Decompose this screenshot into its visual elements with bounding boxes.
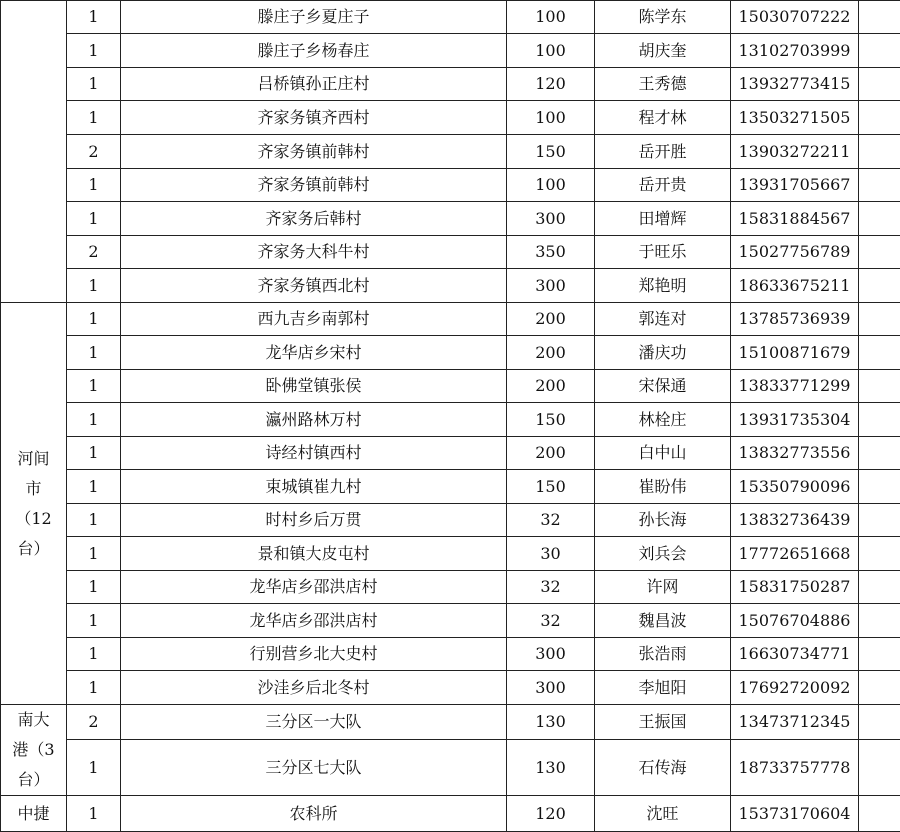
location-cell: 龙华店乡邵洪店村 bbox=[121, 571, 507, 604]
name-cell: 王秀德 bbox=[595, 68, 731, 101]
count-cell: 1 bbox=[67, 202, 121, 236]
phone-cell: 18633675211 bbox=[731, 269, 859, 303]
count-cell: 2 bbox=[67, 236, 121, 269]
amount-cell: 150 bbox=[507, 403, 595, 437]
name-cell: 石传海 bbox=[595, 739, 731, 795]
table-row bbox=[1, 504, 900, 537]
table-row bbox=[1, 303, 900, 336]
count-cell: 1 bbox=[67, 638, 121, 671]
amount-cell: 150 bbox=[507, 470, 595, 504]
phone-cell: 15831750287 bbox=[731, 571, 859, 604]
table-row bbox=[1, 236, 900, 269]
location-cell: 齐家务镇前韩村 bbox=[121, 135, 507, 169]
phone-cell: 13832773556 bbox=[731, 437, 859, 470]
blank-cell bbox=[859, 236, 900, 269]
count-cell: 1 bbox=[67, 571, 121, 604]
count-cell: 1 bbox=[67, 504, 121, 537]
count-cell: 1 bbox=[67, 470, 121, 504]
location-cell: 滕庄子乡夏庄子 bbox=[121, 1, 507, 34]
count-cell: 1 bbox=[67, 739, 121, 795]
location-cell: 沙洼乡后北冬村 bbox=[121, 671, 507, 705]
blank-cell bbox=[859, 671, 900, 705]
amount-cell: 100 bbox=[507, 101, 595, 135]
amount-cell: 100 bbox=[507, 169, 595, 202]
name-cell: 刘兵会 bbox=[595, 537, 731, 571]
phone-cell: 15030707222 bbox=[731, 1, 859, 34]
amount-cell: 100 bbox=[507, 34, 595, 68]
blank-cell bbox=[859, 571, 900, 604]
count-cell: 1 bbox=[67, 604, 121, 638]
phone-cell: 18733757778 bbox=[731, 739, 859, 795]
location-cell: 吕桥镇孙正庄村 bbox=[121, 68, 507, 101]
name-cell: 郭连对 bbox=[595, 303, 731, 336]
location-cell: 景和镇大皮屯村 bbox=[121, 537, 507, 571]
blank-cell bbox=[859, 705, 900, 740]
name-cell: 于旺乐 bbox=[595, 236, 731, 269]
table-row bbox=[1, 269, 900, 303]
location-cell: 行别营乡北大史村 bbox=[121, 638, 507, 671]
name-cell: 白中山 bbox=[595, 437, 731, 470]
blank-cell bbox=[859, 169, 900, 202]
amount-cell: 300 bbox=[507, 638, 595, 671]
amount-cell: 130 bbox=[507, 739, 595, 795]
phone-cell: 15831884567 bbox=[731, 202, 859, 236]
name-cell: 魏昌波 bbox=[595, 604, 731, 638]
phone-cell: 13903272211 bbox=[731, 135, 859, 169]
region-cell bbox=[1, 796, 67, 832]
name-cell: 潘庆功 bbox=[595, 336, 731, 370]
blank-cell bbox=[859, 604, 900, 638]
blank-cell bbox=[859, 336, 900, 370]
location-cell: 三分区七大队 bbox=[121, 739, 507, 795]
blank-cell bbox=[859, 537, 900, 571]
location-cell: 西九吉乡南郭村 bbox=[121, 303, 507, 336]
count-cell: 1 bbox=[67, 269, 121, 303]
table-row bbox=[1, 1, 900, 34]
phone-cell: 13102703999 bbox=[731, 34, 859, 68]
location-cell: 农科所 bbox=[121, 796, 507, 832]
amount-cell: 200 bbox=[507, 437, 595, 470]
count-cell: 1 bbox=[67, 303, 121, 336]
phone-cell: 13931735304 bbox=[731, 403, 859, 437]
blank-cell bbox=[859, 796, 900, 832]
blank-cell bbox=[859, 638, 900, 671]
table-row bbox=[1, 705, 900, 740]
amount-cell: 32 bbox=[507, 571, 595, 604]
blank-cell bbox=[859, 34, 900, 68]
name-cell: 许网 bbox=[595, 571, 731, 604]
blank-cell bbox=[859, 135, 900, 169]
blank-cell bbox=[859, 1, 900, 34]
table-row bbox=[1, 671, 900, 705]
blank-cell bbox=[859, 202, 900, 236]
location-cell: 诗经村镇西村 bbox=[121, 437, 507, 470]
amount-cell: 30 bbox=[507, 537, 595, 571]
region-label: 南大 bbox=[1, 705, 66, 735]
table-row bbox=[1, 604, 900, 638]
phone-cell: 13833771299 bbox=[731, 370, 859, 403]
phone-cell: 15027756789 bbox=[731, 236, 859, 269]
amount-cell: 200 bbox=[507, 336, 595, 370]
region-cell bbox=[1, 303, 67, 705]
location-cell: 龙华店乡邵洪店村 bbox=[121, 604, 507, 638]
region-cell bbox=[1, 1, 67, 303]
blank-cell bbox=[859, 403, 900, 437]
count-cell: 1 bbox=[67, 403, 121, 437]
phone-cell: 13785736939 bbox=[731, 303, 859, 336]
table-row bbox=[1, 169, 900, 202]
region-label: 河间 bbox=[1, 444, 66, 474]
name-cell: 岳开贵 bbox=[595, 169, 731, 202]
count-cell: 1 bbox=[67, 796, 121, 832]
region-label: 台） bbox=[1, 534, 66, 564]
blank-cell bbox=[859, 370, 900, 403]
amount-cell: 300 bbox=[507, 202, 595, 236]
location-cell: 三分区一大队 bbox=[121, 705, 507, 740]
region-label: （12 bbox=[1, 504, 66, 534]
name-cell: 郑艳明 bbox=[595, 269, 731, 303]
blank-cell bbox=[859, 101, 900, 135]
phone-cell: 15373170604 bbox=[731, 796, 859, 832]
phone-cell: 17692720092 bbox=[731, 671, 859, 705]
phone-cell: 13931705667 bbox=[731, 169, 859, 202]
table-row bbox=[1, 571, 900, 604]
name-cell: 程才林 bbox=[595, 101, 731, 135]
phone-cell: 13932773415 bbox=[731, 68, 859, 101]
table-row bbox=[1, 34, 900, 68]
location-cell: 龙华店乡宋村 bbox=[121, 336, 507, 370]
count-cell: 2 bbox=[67, 705, 121, 740]
table-row bbox=[1, 101, 900, 135]
blank-cell bbox=[859, 437, 900, 470]
amount-cell: 120 bbox=[507, 68, 595, 101]
count-cell: 1 bbox=[67, 34, 121, 68]
amount-cell: 32 bbox=[507, 604, 595, 638]
name-cell: 张浩雨 bbox=[595, 638, 731, 671]
blank-cell bbox=[859, 504, 900, 537]
region-label: 中捷 bbox=[1, 799, 66, 829]
amount-cell: 200 bbox=[507, 303, 595, 336]
location-cell: 齐家务后韩村 bbox=[121, 202, 507, 236]
name-cell: 林栓庄 bbox=[595, 403, 731, 437]
table-row bbox=[1, 336, 900, 370]
region-cell bbox=[1, 705, 67, 796]
blank-cell bbox=[859, 303, 900, 336]
count-cell: 2 bbox=[67, 135, 121, 169]
count-cell: 1 bbox=[67, 437, 121, 470]
name-cell: 岳开胜 bbox=[595, 135, 731, 169]
blank-cell bbox=[859, 68, 900, 101]
table-row bbox=[1, 68, 900, 101]
name-cell: 沈旺 bbox=[595, 796, 731, 832]
location-cell: 齐家务镇齐西村 bbox=[121, 101, 507, 135]
phone-cell: 15350790096 bbox=[731, 470, 859, 504]
name-cell: 崔盼伟 bbox=[595, 470, 731, 504]
blank-cell bbox=[859, 470, 900, 504]
amount-cell: 300 bbox=[507, 671, 595, 705]
table-row bbox=[1, 537, 900, 571]
table-row bbox=[1, 403, 900, 437]
count-cell: 1 bbox=[67, 68, 121, 101]
location-cell: 瀛州路林万村 bbox=[121, 403, 507, 437]
phone-cell: 13832736439 bbox=[731, 504, 859, 537]
location-cell: 齐家务大科牛村 bbox=[121, 236, 507, 269]
count-cell: 1 bbox=[67, 336, 121, 370]
table-row bbox=[1, 796, 900, 832]
count-cell: 1 bbox=[67, 101, 121, 135]
count-cell: 1 bbox=[67, 169, 121, 202]
table-row bbox=[1, 638, 900, 671]
location-cell: 束城镇崔九村 bbox=[121, 470, 507, 504]
location-cell: 时村乡后万贯 bbox=[121, 504, 507, 537]
count-cell: 1 bbox=[67, 537, 121, 571]
region-label: 市 bbox=[1, 474, 66, 504]
amount-cell: 150 bbox=[507, 135, 595, 169]
phone-cell: 17772651668 bbox=[731, 537, 859, 571]
name-cell: 孙长海 bbox=[595, 504, 731, 537]
count-cell: 1 bbox=[67, 370, 121, 403]
name-cell: 王振国 bbox=[595, 705, 731, 740]
blank-cell bbox=[859, 739, 900, 795]
amount-cell: 120 bbox=[507, 796, 595, 832]
table-row bbox=[1, 470, 900, 504]
phone-cell: 13473712345 bbox=[731, 705, 859, 740]
amount-cell: 100 bbox=[507, 1, 595, 34]
table-row bbox=[1, 739, 900, 795]
table-row bbox=[1, 135, 900, 169]
name-cell: 田增辉 bbox=[595, 202, 731, 236]
table-row bbox=[1, 437, 900, 470]
count-cell: 1 bbox=[67, 671, 121, 705]
phone-cell: 16630734771 bbox=[731, 638, 859, 671]
region-label: 港（3 bbox=[1, 735, 66, 765]
location-cell: 齐家务镇前韩村 bbox=[121, 169, 507, 202]
phone-cell: 13503271505 bbox=[731, 101, 859, 135]
location-cell: 卧佛堂镇张侯 bbox=[121, 370, 507, 403]
name-cell: 胡庆奎 bbox=[595, 34, 731, 68]
amount-cell: 300 bbox=[507, 269, 595, 303]
blank-cell bbox=[859, 269, 900, 303]
amount-cell: 350 bbox=[507, 236, 595, 269]
table-row bbox=[1, 370, 900, 403]
location-cell: 齐家务镇西北村 bbox=[121, 269, 507, 303]
amount-cell: 200 bbox=[507, 370, 595, 403]
name-cell: 宋保通 bbox=[595, 370, 731, 403]
amount-cell: 130 bbox=[507, 705, 595, 740]
phone-cell: 15100871679 bbox=[731, 336, 859, 370]
region-label: 台） bbox=[1, 765, 66, 795]
name-cell: 陈学东 bbox=[595, 1, 731, 34]
location-cell: 滕庄子乡杨春庄 bbox=[121, 34, 507, 68]
phone-cell: 15076704886 bbox=[731, 604, 859, 638]
table-row bbox=[1, 202, 900, 236]
name-cell: 李旭阳 bbox=[595, 671, 731, 705]
amount-cell: 32 bbox=[507, 504, 595, 537]
count-cell: 1 bbox=[67, 1, 121, 34]
